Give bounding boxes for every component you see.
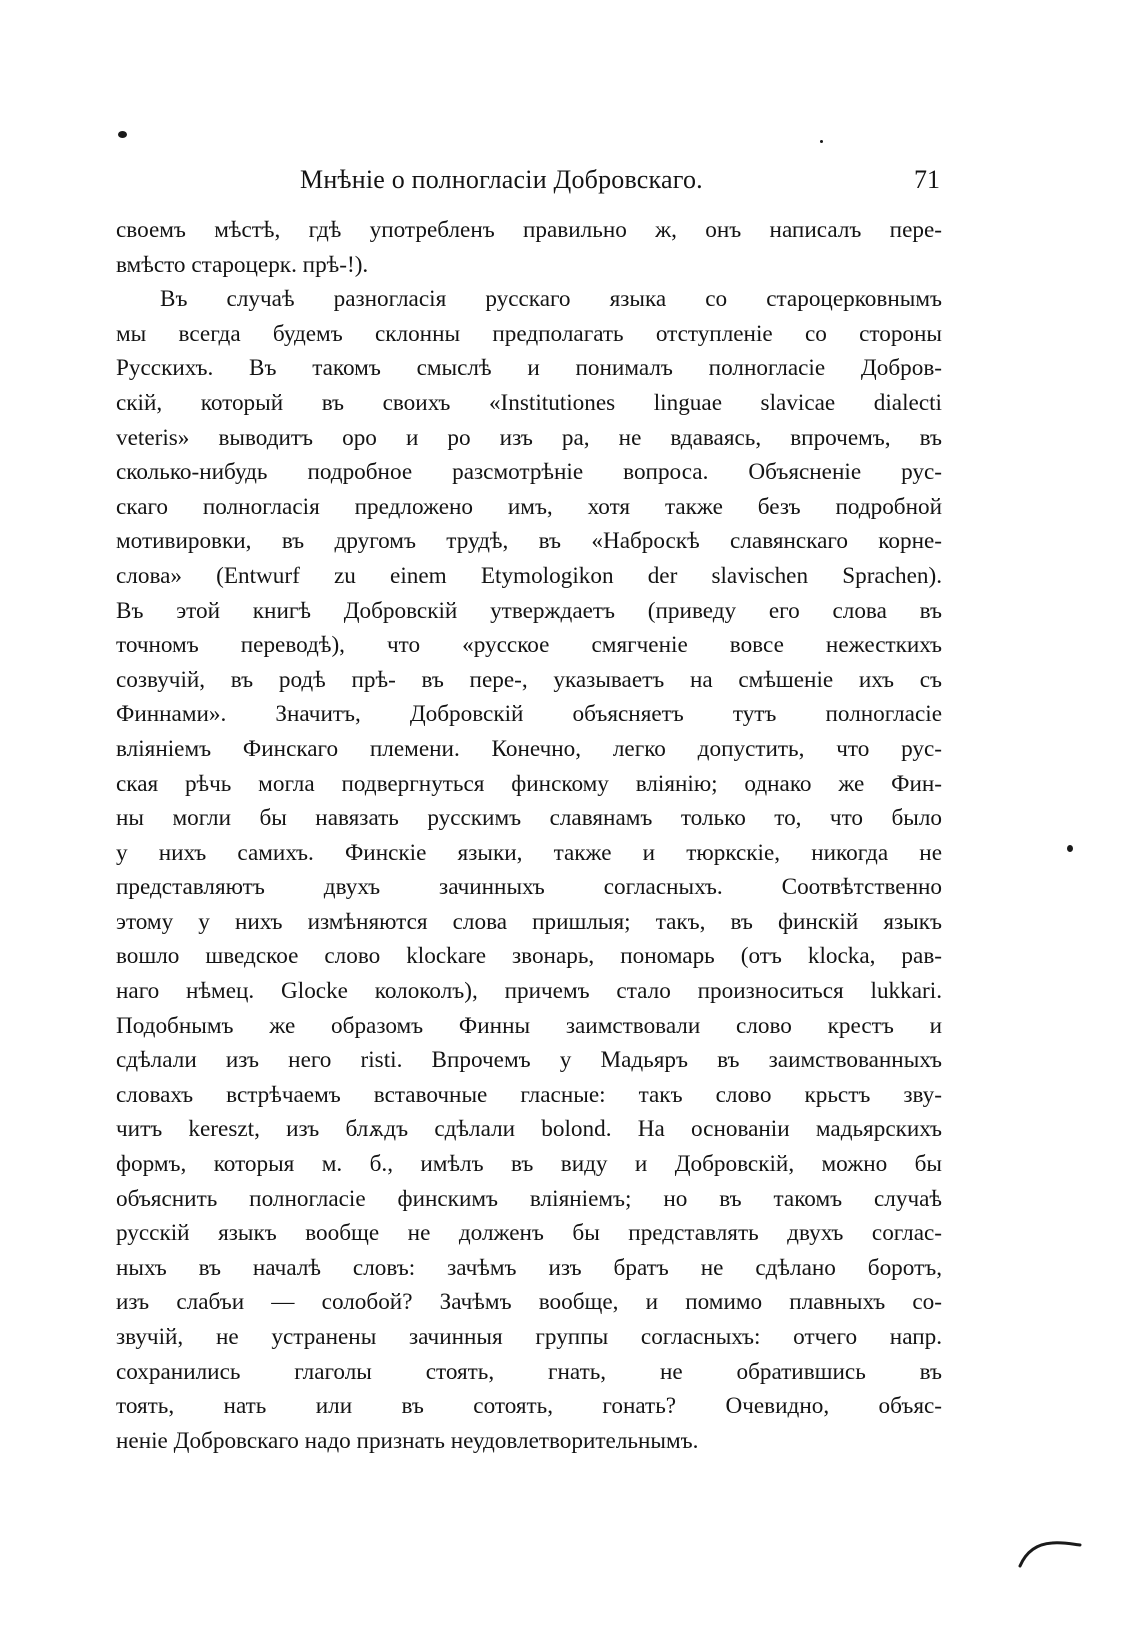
- text-line: ская рѣчь могла подвергнуться финскому вліянію; однако же Фин-: [116, 770, 942, 797]
- text-line: своемъ мѣстѣ, гдѣ употребленъ правильно ж, онъ написалъ пере-: [116, 217, 942, 243]
- text-line: объяснить полногласіе финскимъ вліяніемъ; но въ такомъ случаѣ: [116, 1185, 942, 1212]
- text-line: представляютъ двухъ зачинныхъ согласныхъ. Соотвѣтственно: [116, 874, 942, 901]
- text-line: Въ случаѣ разногласія русскаго языка со староцерковнымъ: [160, 286, 942, 313]
- text-line: точномъ переводѣ), что «русское смягченіе вовсе нежесткихъ: [116, 632, 942, 659]
- ink-speck: [1067, 845, 1073, 852]
- page-number: 71: [914, 165, 940, 194]
- text-line: формъ, которыя м. б., имѣлъ въ виду и Добровскій, можно бы: [116, 1151, 942, 1178]
- text-line: veteris» выводитъ оро и ро изъ ра, не вдаваясь, впрочемъ, въ: [116, 424, 942, 451]
- text-line: скій, который въ своихъ «Institutiones linguae slavicae dialecti: [116, 389, 942, 416]
- text-line: словахъ встрѣчаемъ вставочные гласные: такъ слово крьстъ зву-: [116, 1081, 942, 1108]
- text-line: вліяніемъ Финскаго племени. Конечно, легко допустить, что рус-: [116, 735, 942, 762]
- text-line: Русскихъ. Въ такомъ смыслѣ и понималъ полногласіе Добров-: [116, 355, 942, 382]
- text-line: скаго полногласія предложено имъ, хотя также безъ подробной: [116, 493, 942, 520]
- text-line: изъ слабъи — солобой? Зачѣмъ вообще, и помимо плавныхъ со-: [116, 1289, 942, 1316]
- text-line: сколько-нибудь подробное разсмотрѣніе вопроса. Объясненіе рус-: [116, 459, 942, 486]
- text-line: у нихъ самихъ. Финскіе языки, также и тюркскіе, никогда не: [116, 839, 942, 866]
- ink-speck: [820, 140, 823, 143]
- body-text: [116, 213, 942, 1458]
- running-header: [300, 160, 940, 200]
- text-line: наго нѣмец. Glocke колоколъ), причемъ стало произноситься lukkari.: [116, 978, 942, 1005]
- text-line: вошло шведское слово klockare звонарь, пономарь (отъ klocka, рав-: [116, 943, 942, 970]
- text-line: Финнами». Значитъ, Добровскій объясняетъ тутъ полногласіе: [116, 701, 942, 728]
- ink-speck: [118, 131, 127, 138]
- running-title: Мнѣніе о полногласіи Добровскаго.: [300, 165, 703, 194]
- text-line: читъ kereszt, изъ блѫдъ сдѣлали bolond. На основаніи мадьярскихъ: [116, 1116, 942, 1143]
- text-line: вмѣсто староцерк. прѣ-!).: [116, 251, 369, 278]
- text-line: сдѣлали изъ него risti. Впрочемъ у Мадьяръ въ заимствованныхъ: [116, 1047, 942, 1074]
- text-line: русскій языкъ вообще не долженъ бы представлять двухъ соглас-: [116, 1220, 942, 1247]
- text-line: мотивировки, въ другомъ трудѣ, въ «Наброскѣ славянскаго корне-: [116, 528, 942, 555]
- text-line: звучій, не устранены зачинныя группы согласныхъ: отчего напр.: [116, 1324, 942, 1350]
- text-line: Въ этой книгѣ Добровскій утверждаетъ (приведу его слова въ: [116, 597, 942, 624]
- text-line: этому у нихъ измѣняются слова пришлыя; такъ, въ финскій языкъ: [116, 908, 942, 935]
- text-line: ныхъ въ началѣ словъ: зачѣмъ изъ братъ не сдѣлано боротъ,: [116, 1254, 942, 1281]
- text-line: Подобнымъ же образомъ Финны заимствовали слово крестъ и: [116, 1012, 942, 1039]
- text-line: созвучій, въ родѣ прѣ- въ пере-, указываетъ на смѣшеніе ихъ съ: [116, 666, 942, 693]
- text-line: тоять, нать или въ сотоять, гонать? Очевидно, объяс-: [116, 1393, 942, 1420]
- text-line: ны могли бы навязать русскимъ славянамъ только то, что было: [116, 805, 942, 832]
- text-line: мы всегда будемъ склонны предполагать отступленіе со стороны: [116, 320, 942, 347]
- text-line: неніе Добровскаго надо признать неудовлетворительнымъ.: [116, 1427, 699, 1454]
- text-line: сохранились глаголы стоять, гнать, не обратившись въ: [116, 1358, 942, 1385]
- pen-stroke-mark: [1018, 1538, 1082, 1568]
- text-line: слова» (Entwurf zu einem Etymologikon der slavischen Sprachen).: [116, 562, 942, 589]
